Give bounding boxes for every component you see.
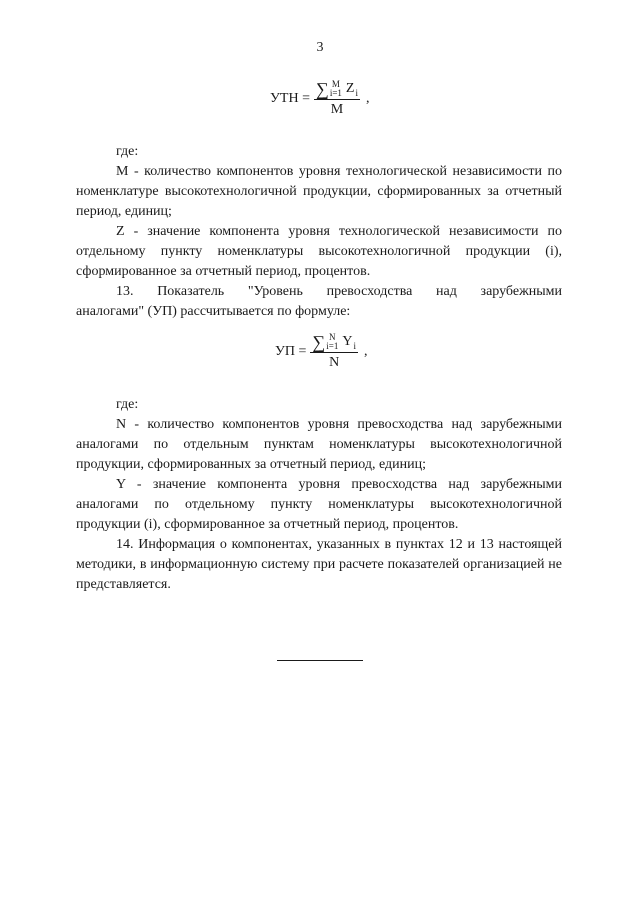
definition-n: N - количество компонентов уровня превосходства над зарубежными аналогами по отдельным пунктам номенклатуры высокотехнологичной продукции, сформированных за отчетный период, единиц; <box>76 417 562 472</box>
item-13-rest: аналогами" (УП) рассчитывается по формуле: <box>76 304 351 319</box>
sum-term-subscript: i <box>353 341 356 351</box>
formula-up-comma: , <box>363 344 368 359</box>
formula-up-denominator: N <box>329 355 340 370</box>
formula-up <box>275 333 367 371</box>
page-number: 3 <box>316 40 324 55</box>
definition-m: M - количество компонентов уровня технологической независимости по номенклатуре высокотехнологичной продукции, сформированных за отчетный период, единиц; <box>76 164 562 219</box>
item-14: 14. Информация о компонентах, указанных в пунктах 12 и 13 настоящей методики, в информационную систему при расчете показателей организацией не представляется. <box>76 537 562 592</box>
formula-up-fraction <box>310 333 358 371</box>
formula-uth <box>270 80 369 118</box>
summation-limits <box>326 333 338 351</box>
formula-uth-denominator: M <box>330 102 344 117</box>
sum-lower-limit: i=1 <box>329 88 342 98</box>
summation-sign: ∑ <box>312 332 326 352</box>
text-block-1 <box>76 142 562 322</box>
sum-lower-limit: i=1 <box>326 341 339 351</box>
summation-limits <box>330 80 342 98</box>
formula-up-numerator <box>310 333 358 352</box>
sum-upper-limit: M <box>331 79 340 89</box>
item-13-first-line: 13. Показатель "Уровень превосходства над зарубежными <box>116 284 562 299</box>
formula-uth-lhs: УТН = <box>270 91 310 106</box>
end-separator-line <box>277 660 363 661</box>
where-label: где: <box>116 397 139 412</box>
sum-term-variable: Y <box>342 334 353 349</box>
sum-term-subscript: i <box>355 88 358 98</box>
sum-term-variable: Z <box>345 81 355 96</box>
summation-sign: ∑ <box>315 79 329 99</box>
formula-uth-numerator <box>314 80 360 99</box>
formula-up-lhs: УП = <box>275 344 307 359</box>
text-block-2 <box>76 395 562 595</box>
formula-uth-fraction <box>314 80 360 118</box>
formula-uth-comma: , <box>365 91 370 106</box>
definition-z: Z - значение компонента уровня технологической независимости по отдельному пункту номенклатуры высокотехнологичной продукции (i), сформированное за отчетный период, процентов. <box>76 224 562 279</box>
where-label: где: <box>116 144 139 159</box>
sum-upper-limit: N <box>329 332 336 342</box>
definition-y: Y - значение компонента уровня превосходства над зарубежными аналогами по отдельному пункту номенклатуры высокотехнологичной продукции (i), сформированное за отчетный период, процентов. <box>76 477 562 532</box>
